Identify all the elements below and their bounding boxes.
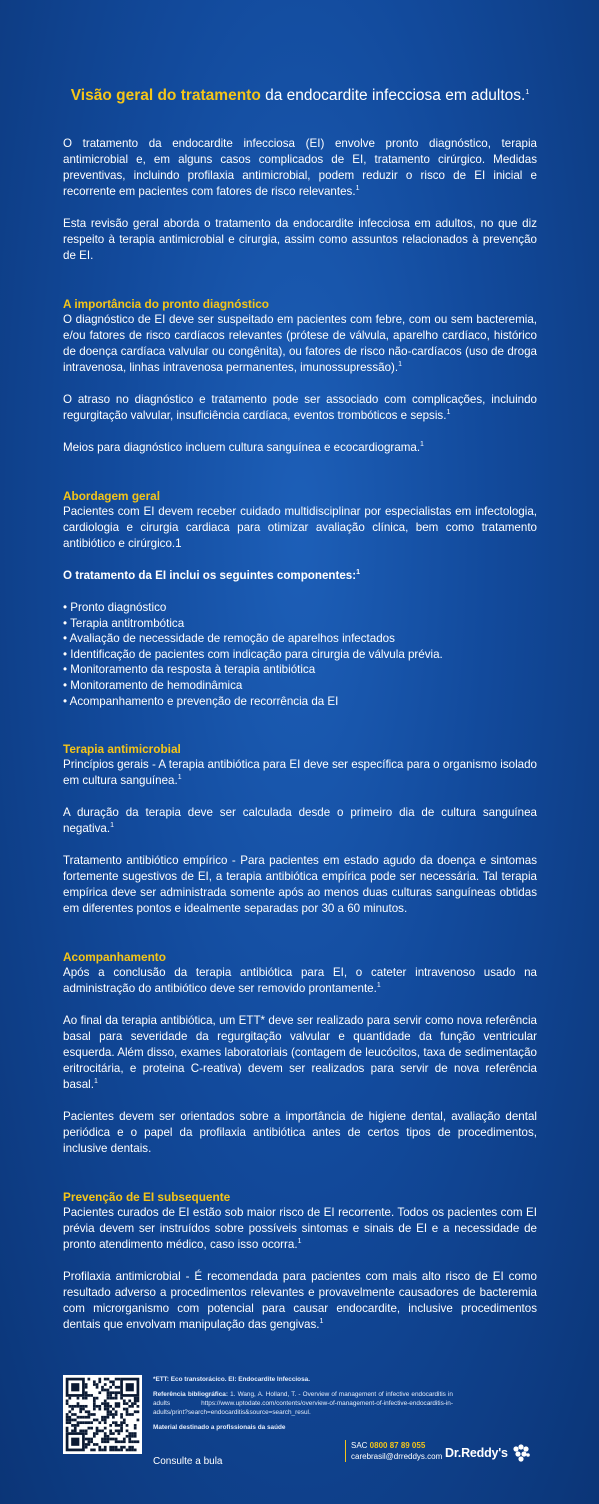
title-highlight: Visão geral do tratamento <box>70 87 261 104</box>
section-heading-diagnostico: A importância do pronto diagnóstico <box>63 297 270 311</box>
title-ref: 1 <box>525 88 530 96</box>
intro-paragraph-2: Esta revisão geral aborda o tratamento da endocardite infecciosa em adultos, no que diz respeito à terapia antimicrobial e cirurgia, assim como assuntos relacionados à prevenção de EI. <box>63 217 537 262</box>
main-content <box>63 86 537 1333</box>
footer <box>63 1375 537 1475</box>
dr-reddys-logo <box>445 1443 532 1463</box>
page-title <box>53 86 547 106</box>
diagnostico-paragraph-2: O atraso no diagnóstico e tratamento pode ser associado com complicações, incluindo regurgitação valvular, insuficiência cardíaca, eventos trombóticos e sepsis.$^1$ <box>63 393 537 422</box>
title-rest: da endocardite infecciosa em adultos. <box>260 87 526 104</box>
components-list <box>63 600 537 709</box>
abbreviations-note: *ETT: Eco transtorácico. EI: Endocardite Infecciosa. <box>153 1376 310 1383</box>
list-item: • Avaliação de necessidade de remoção de aparelhos infectados <box>63 631 537 647</box>
dr-reddys-logo-icon <box>510 1443 532 1463</box>
footnotes <box>153 1375 453 1432</box>
list-item: • Acompanhamento e prevenção de recorrência da EI <box>63 694 537 710</box>
list-item: • Terapia antitrombótica <box>63 616 537 632</box>
diagnostico-paragraph-3: Meios para diagnóstico incluem cultura sanguínea e ecocardiograma.$^1$ <box>63 441 424 454</box>
acompanhamento-paragraph-3: Pacientes devem ser orientados sobre a importância de higiene dental, avaliação dental periódica e o papel da profilaxia antibiótica antes de certos tipos de procedimentos, inclusive dentais. <box>63 1110 537 1156</box>
abordagem-paragraph: Pacientes com EI devem receber cuidado multidisciplinar por especialistas em infectologia, cardiologia e cirurgia cardiaca para otimizar avaliação clínica, bem como tratamento antibiótico e cirúrgico.1 <box>63 505 537 550</box>
terapia-paragraph-3: Tratamento antibiótico empírico - Para pacientes em estado agudo da doença e sintomas fortemente sugestivos de EI, a terapia antibiótica empírica pode ser necessária. Tal terapia empírica deve ser administrada somente após ao menos duas culturas sanguíneas obtidas em diferentes pontos e idealmente separadas por 30 a 60 minutos. <box>63 854 537 916</box>
acompanhamento-paragraph-2: Ao final da terapia antibiótica, um ETT* deve ser realizado para servir como nova referência basal para severidade da regurgitação valvular e quantidade da função ventricular esquerda. Além disso, exames laboratoriais (contagem de leucócitos, taxa de sedimentação eritrocitária, e proteina C-reativa) devem ser realizados para servir de nova referência basal.$^1$ <box>63 1014 537 1092</box>
qr-code-icon[interactable] <box>63 1375 142 1454</box>
section-heading-prevencao: Prevenção de EI subsequente <box>63 1190 231 1205</box>
terapia-paragraph-2: A duração da terapia deve ser calculada desde o primeiro dia de cultura sanguínea negativa.$^1$ <box>63 806 537 836</box>
diagnostico-paragraph-1: O diagnóstico de EI deve ser suspeitado em pacientes com febre, com ou sem bacteremia, e/ou fatores de risco cardíacos relevantes (prótese de válvula, aparelho cardíaco, histórico de doença cardíaca valvular ou congênita), ou fatores de risco não-cardíacos (uso de droga intravenosa, linhas intravenosa permanentes, imunossupressão).$^1$ <box>63 313 537 374</box>
contact-email[interactable]: carebrasil@drreddys.com <box>351 1452 443 1461</box>
abordagem-subheading: O tratamento da EI inclui os seguintes componentes:$^1$ <box>63 569 361 582</box>
section-heading-terapia: Terapia antimicrobial <box>63 742 181 757</box>
sac-label: SAC <box>351 1441 370 1450</box>
consulte-bula-label: Consulte a bula <box>153 1456 223 1467</box>
section-heading-abordagem: Abordagem geral <box>63 489 161 503</box>
audience-note: Material destinado a profissionais da saúde <box>153 1424 286 1431</box>
prevencao-paragraph-2: Profilaxia antimicrobial - É recomendada para pacientes com mais alto risco de EI como resultado adverso a procedimentos relevantes e provavelmente causadores de bacteremia com microrganismo com potencial para causar endocardite, inclusive procedimentos dentais que envolvam manipulação das gengivas.$^1$ <box>63 1270 537 1332</box>
acompanhamento-paragraph-1: Após a conclusão da terapia antibiótica para EI, o cateter intravenoso usado na administração do antibiótico deve ser removido prontamente.$^1$ <box>63 966 537 996</box>
prevencao-paragraph-1: Pacientes curados de EI estão sob maior risco de EI recorrente. Todos os pacientes com EI prévia devem ser instruídos sobre possíveis sintomas e sinais de EI e a necessidade de pronto atendimento médico, caso isso ocorra.$^1$ <box>63 1206 537 1252</box>
intro-paragraph-1: O tratamento da endocardite infecciosa (EI) envolve pronto diagnóstico, terapia antimicrobial e, em alguns casos complicados de EI, tratamento cirúrgico. Medidas preventivas, incluindo profilaxia antimicrobial, podem reduzir o risco de EI inicial e recorrente em pacientes com fatores de risco relevantes.$^1$ <box>63 137 537 198</box>
terapia-paragraph-1: Princípios gerais - A terapia antibiótica para EI deve ser específica para o organismo isolado em cultura sanguínea.$^1$ <box>63 758 537 788</box>
list-item: • Monitoramento da resposta à terapia antibiótica <box>63 662 537 678</box>
sac-contact <box>345 1440 442 1462</box>
bibliographic-reference: Referência bibliográfica: 1. Wang, A. Holland, T. - Overview of management of infective endocarditis in adults https://www.uptodate.com/contents/overview-of-management-of-infective-endocarditis-in-adults/print?search=endocarditis&source=search_resul. <box>153 1391 453 1416</box>
list-item: • Monitoramento de hemodinâmica <box>63 678 537 694</box>
list-item: • Pronto diagnóstico <box>63 600 537 616</box>
logo-text: Dr.Reddy's <box>445 1446 508 1460</box>
section-heading-acompanhamento: Acompanhamento <box>63 950 166 965</box>
sac-phone[interactable]: 0800 87 89 055 <box>369 1441 426 1450</box>
list-item: • Identificação de pacientes com indicação para cirurgia de válvula prévia. <box>63 647 537 663</box>
